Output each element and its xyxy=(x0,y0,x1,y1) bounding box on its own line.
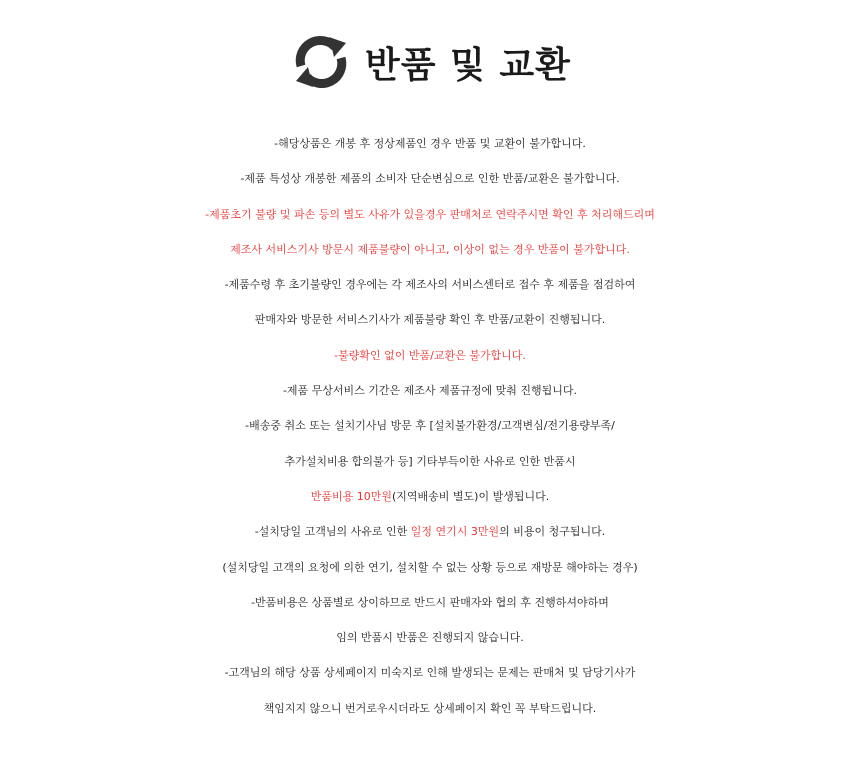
policy-line: -제품 특성상 개봉한 제품의 소비자 단순변심으로 인한 반품/교환은 불가합니다. xyxy=(240,172,620,186)
policy-line: -제품수령 후 초기불량인 경우에는 각 제조사의 서비스센터로 접수 후 제품을 점검하여 xyxy=(224,278,636,292)
policy-line-highlight: -제품초기 불량 및 파손 등의 별도 사유가 있을경우 판매처로 연락주시면 확인 후 처리해드리며 xyxy=(205,207,655,221)
policy-line-highlight: 제조사 서비스기사 방문시 제품불량이 아니고, 이상이 없는 경우 반품이 불가합니다. xyxy=(230,242,630,256)
page-title: 반품 및 교환 xyxy=(365,44,571,86)
policy-line-highlight: -불량확인 없이 반품/교환은 불가합니다. xyxy=(334,348,526,362)
policy-line: 판매자와 방문한 서비스기사가 제품불량 확인 후 반품/교환이 진행됩니다. xyxy=(254,313,606,327)
policy-line-return-cost xyxy=(0,479,860,514)
delay-cost-suffix: 의 비용이 청구됩니다. xyxy=(499,525,606,539)
return-cost-text: (지역배송비 별도)이 발생됩니다. xyxy=(392,489,550,503)
policy-line: -고객님의 해당 상품 상세페이지 미숙지로 인해 발생되는 문제는 판매처 및 담당기사가 xyxy=(224,666,636,680)
policy-line: -제품 무상서비스 기간은 제조사 제품규정에 맞춰 진행됩니다. xyxy=(282,384,578,398)
policy-line: 추가설치비용 합의불가 등] 기타부득이한 사유로 인한 반품시 xyxy=(284,454,576,468)
policy-line: -해당상품은 개봉 후 정상제품인 경우 반품 및 교환이 불가합니다. xyxy=(274,137,586,150)
delay-cost-prefix: -설치당일 고객님의 사유로 인한 xyxy=(254,525,411,539)
policy-line-delay-cost xyxy=(0,514,860,549)
return-policy-notice xyxy=(0,126,860,726)
policy-line: -배송중 취소 또는 설치기사님 방문 후 [설치불가환경/고객변심/전기용량부족/ xyxy=(245,419,615,433)
section-header xyxy=(0,30,860,94)
policy-line: -반품비용은 상품별로 상이하므로 반드시 판매자와 협의 후 진행하셔야하며 xyxy=(251,595,609,609)
return-cost-highlight: 반품비용 10만원 xyxy=(310,489,393,503)
policy-line: 책임지지 않으니 번거로우시더라도 상세페이지 확인 꼭 부탁드립니다. xyxy=(263,701,597,715)
policy-line: 임의 반품시 반품은 진행되지 않습니다. xyxy=(336,631,524,645)
delay-cost-highlight: 일정 연기시 3만원 xyxy=(410,525,500,539)
refresh-icon xyxy=(289,30,353,94)
policy-line: (설치당일 고객의 요청에 의한 연기, 설치할 수 없는 상황 등으로 재방문 해야하는 경우) xyxy=(222,560,638,574)
